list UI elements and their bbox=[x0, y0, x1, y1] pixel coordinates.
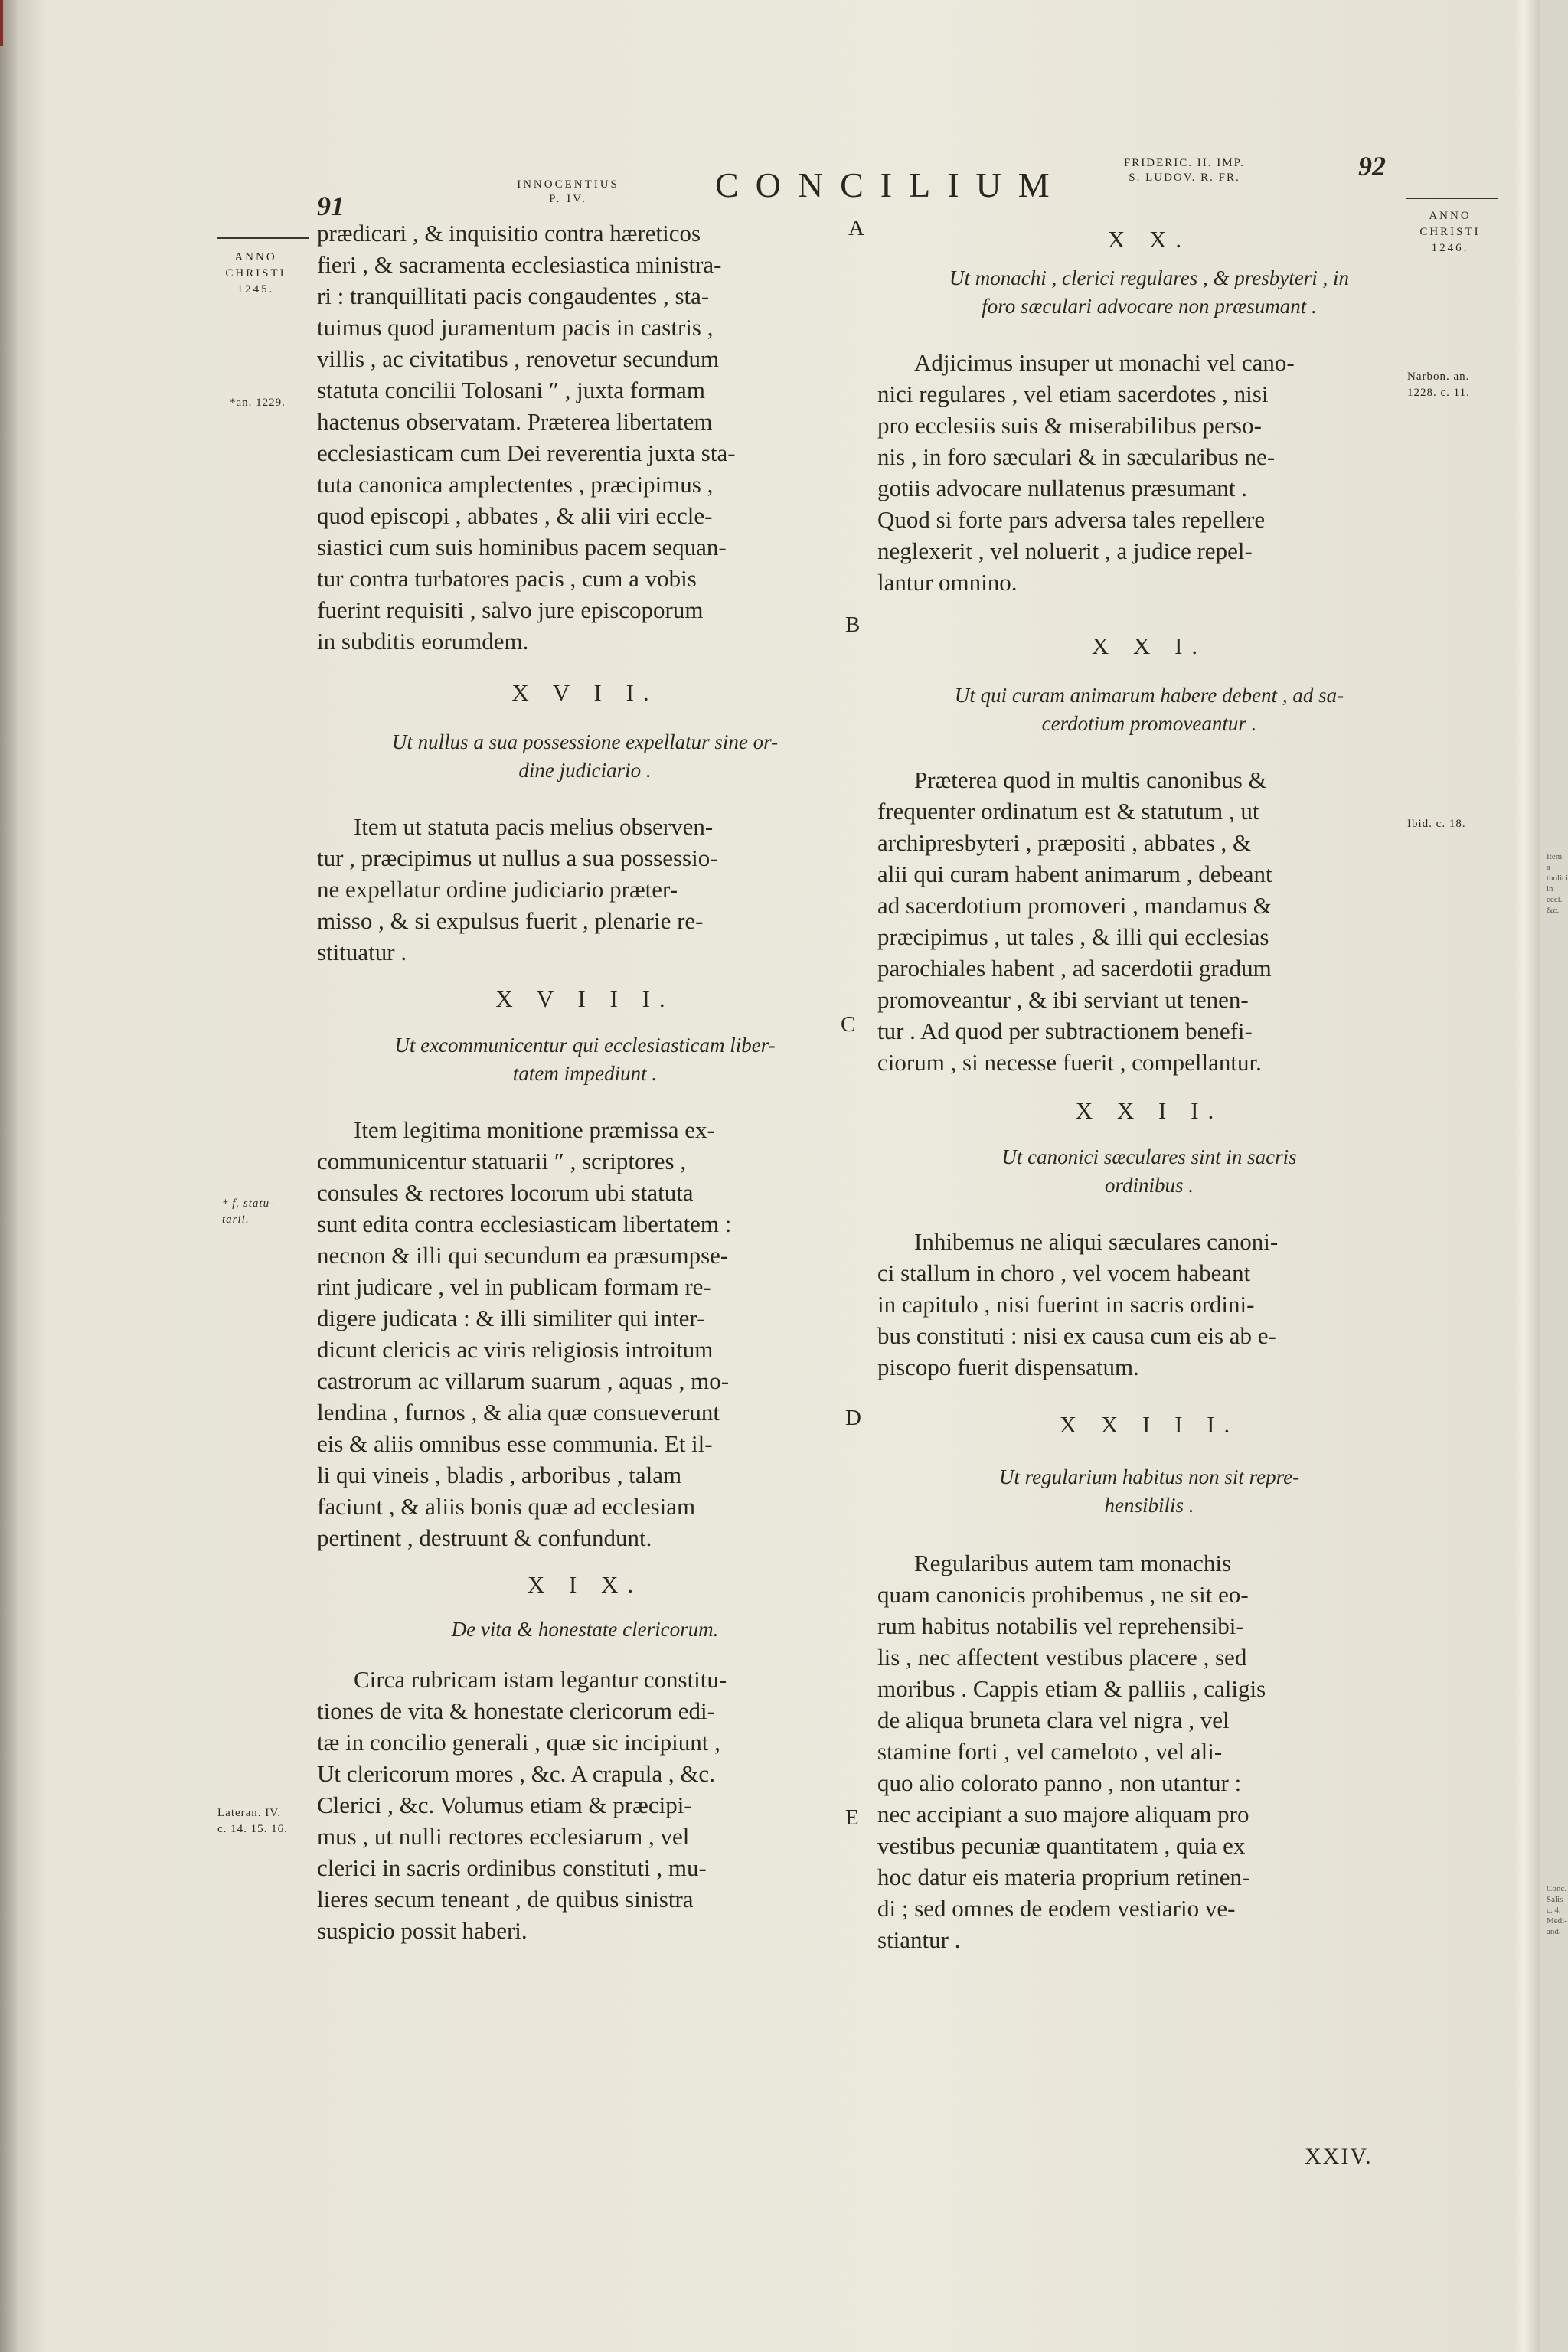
text-line: eis & aliis omnibus esse communia. Et il- bbox=[317, 1430, 713, 1457]
text-line: villis , ac civitatibus , renovetur secundum bbox=[317, 345, 720, 372]
text-line: Item ut statuta pacis melius observen- bbox=[354, 813, 714, 840]
section-letter-e: E bbox=[845, 1805, 859, 1830]
margin-year-line: ANNO bbox=[1429, 210, 1472, 222]
text-line: bus constituti : nisi ex causa cum eis ab e- bbox=[877, 1322, 1276, 1349]
section-text bbox=[317, 1114, 853, 1553]
opening-text bbox=[317, 217, 853, 657]
text-line: stituatur . bbox=[317, 939, 407, 965]
text-line: li qui vineis , bladis , arboribus , talam bbox=[317, 1462, 682, 1488]
running-head-right bbox=[1089, 156, 1280, 185]
text-line: lis , nec affectent vestibus placere , sed bbox=[877, 1644, 1247, 1671]
text-line: quam canonicis prohibemus , ne sit eo- bbox=[877, 1581, 1249, 1608]
margin-year-line: ANNO bbox=[234, 251, 277, 263]
text-line: ecclesiasticam cum Dei reverentia juxta sta- bbox=[317, 439, 736, 466]
rubric-line: Ut qui curam animarum habere debent , ad sa- bbox=[954, 684, 1344, 707]
margin-year-line: CHRISTI bbox=[1419, 226, 1481, 238]
margin-year-line: 1245. bbox=[237, 283, 275, 296]
edge-note-upper bbox=[1547, 851, 1568, 916]
text-line: Quod si forte pars adversa tales repellere bbox=[877, 506, 1266, 533]
text-line: piscopo fuerit dispensatum. bbox=[877, 1354, 1139, 1380]
text-line: vestibus pecuniæ quantitatem , quia ex bbox=[877, 1832, 1246, 1859]
edge-note-line: &c. bbox=[1547, 906, 1560, 915]
text-line: lendina , furnos , & alia quæ consueverunt bbox=[317, 1399, 720, 1426]
text-line: tur . Ad quod per subtractionem benefi- bbox=[877, 1018, 1253, 1044]
section-xix bbox=[317, 1569, 853, 1946]
margin-year-line: CHRISTI bbox=[225, 267, 286, 279]
margin-note-line: 1228. c. 11. bbox=[1407, 387, 1470, 399]
margin-note-line: Lateran. IV. bbox=[217, 1807, 281, 1819]
page-title: CONCILIUM bbox=[715, 165, 1067, 204]
text-line: tiones de vita & honestate clericorum edi- bbox=[317, 1697, 715, 1724]
text-line: stiantur . bbox=[877, 1926, 961, 1953]
text-line: Inhibemus ne aliqui sæculares canoni- bbox=[914, 1228, 1279, 1255]
rubric-line: cerdotium promoveantur . bbox=[1041, 712, 1257, 735]
text-line: siastici cum suis hominibus pacem sequan- bbox=[317, 534, 727, 560]
text-line: necnon & illi qui secundum ea præsumpse- bbox=[317, 1242, 729, 1269]
text-line: stamine forti , vel cameloto , vel ali- bbox=[877, 1738, 1223, 1765]
section-text bbox=[317, 1664, 853, 1946]
text-line: tæ in concilio generali , quæ sic incipiunt , bbox=[317, 1729, 720, 1756]
margin-note-line: c. 14. 15. 16. bbox=[217, 1823, 288, 1835]
section-letter-c: C bbox=[841, 1012, 856, 1037]
section-number: X X I I I. bbox=[1059, 1411, 1240, 1438]
rubric-line: De vita & honestate clericorum. bbox=[451, 1618, 719, 1641]
page-number-left: 91 bbox=[317, 191, 345, 221]
section-rubric bbox=[317, 1031, 853, 1088]
text-line: pertinent , destruunt & confundunt. bbox=[317, 1524, 652, 1551]
text-line: Circa rubricam istam legantur constitu- bbox=[354, 1666, 727, 1693]
edge-note-lower bbox=[1547, 1883, 1568, 1937]
text-line: nis , in foro sæculari & in sæcularibus ne- bbox=[877, 443, 1276, 470]
margin-year-line: 1246. bbox=[1431, 242, 1469, 254]
text-line: quod episcopi , abbates , & alii viri eccle- bbox=[317, 502, 713, 529]
text-line: castrorum ac villarum suarum , aquas , mo- bbox=[317, 1367, 730, 1394]
section-number: X X. bbox=[1107, 226, 1191, 253]
section-text bbox=[317, 811, 853, 968]
section-xxi bbox=[877, 630, 1421, 1078]
section-number: X X I. bbox=[1091, 632, 1207, 659]
rubric-line: Ut canonici sæculares sint in sacris bbox=[1001, 1145, 1297, 1168]
rubric-line: dine judiciario . bbox=[518, 759, 652, 782]
section-number: X I X. bbox=[527, 1571, 643, 1598]
text-line: moribus . Cappis etiam & palliis , caligis bbox=[877, 1675, 1266, 1702]
rubric-line: Ut regularium habitus non sit repre- bbox=[998, 1465, 1300, 1488]
section-number: X V I I I. bbox=[495, 985, 675, 1012]
text-line: hoc datur eis materia proprium retinen- bbox=[877, 1864, 1250, 1890]
section-xvii bbox=[317, 677, 853, 968]
text-line: misso , & si expulsus fuerit , plenarie re- bbox=[317, 907, 704, 934]
text-line: in capitulo , nisi fuerint in sacris ordini- bbox=[877, 1291, 1255, 1318]
rubric-line: tatem impediunt . bbox=[512, 1062, 658, 1085]
text-line: nec accipiant a suo majore aliquam pro bbox=[877, 1801, 1250, 1828]
margin-note-line: Narbon. an. bbox=[1407, 371, 1470, 383]
edge-note-line: tholici bbox=[1547, 874, 1568, 883]
section-rubric bbox=[317, 1615, 853, 1644]
section-letter-b: B bbox=[845, 612, 861, 637]
text-line: faciunt , & aliis bonis quæ ad ecclesiam bbox=[317, 1493, 696, 1520]
running-head-left-line: P. IV. bbox=[549, 193, 587, 205]
text-line: clerici in sacris ordinibus constituti , mu- bbox=[317, 1854, 707, 1881]
section-xviii bbox=[317, 983, 856, 1553]
edge-note-line: Conc. bbox=[1547, 1884, 1566, 1893]
margin-rule-right bbox=[1406, 198, 1498, 199]
section-rubric bbox=[877, 1463, 1421, 1520]
margin-rule-left bbox=[217, 237, 309, 239]
rubric-line: ordinibus . bbox=[1104, 1174, 1194, 1197]
text-line: promoveantur , & ibi serviant ut tenen- bbox=[877, 986, 1249, 1013]
text-line: de aliqua bruneta clara vel nigra , vel bbox=[877, 1707, 1230, 1733]
catchword: XXIV. bbox=[1305, 2144, 1373, 2169]
text-line: ne expellatur ordine judiciario præter- bbox=[317, 876, 678, 903]
text-line: tuta canonica amplectentes , præcipimus , bbox=[317, 471, 714, 498]
section-text bbox=[877, 764, 1421, 1078]
right-column bbox=[877, 224, 1421, 1955]
text-line: digere judicata : & illi similiter qui inter- bbox=[317, 1305, 705, 1331]
margin-year-left bbox=[210, 250, 302, 298]
running-head-right-line: FRIDERIC. II. IMP. bbox=[1123, 157, 1246, 169]
text-line: lantur omnino. bbox=[877, 569, 1018, 596]
text-line: lieres secum teneant , de quibus sinistra bbox=[317, 1886, 694, 1913]
text-line: Adjicimus insuper ut monachi vel cano- bbox=[914, 349, 1295, 376]
book-page bbox=[17, 0, 1568, 2352]
rubric-line: Ut excommunicentur qui ecclesiasticam liber- bbox=[394, 1034, 776, 1057]
section-text bbox=[877, 347, 1421, 598]
text-line: tur contra turbatores pacis , cum a vobis bbox=[317, 565, 697, 592]
section-xxii bbox=[877, 1095, 1421, 1383]
text-line: mus , ut nulli rectores ecclesiarum , vel bbox=[317, 1823, 690, 1850]
section-xxiii bbox=[877, 1409, 1421, 1955]
section-number: X X I I. bbox=[1075, 1097, 1223, 1124]
running-head-left-line: INNOCENTIUS bbox=[517, 178, 619, 191]
text-line: sunt edita contra ecclesiasticam libertatem : bbox=[317, 1210, 732, 1237]
text-line: alii qui curam habent animarum , debeant bbox=[877, 861, 1272, 887]
text-line: Clerici , &c. Volumus etiam & præcipi- bbox=[317, 1792, 692, 1818]
margin-note-ibid: Ibid. c. 18. bbox=[1407, 818, 1466, 830]
edge-note-line: and. bbox=[1547, 1927, 1561, 1936]
edge-note-line: Item bbox=[1547, 852, 1563, 861]
text-line: quo alio colorato panno , non utantur : bbox=[877, 1769, 1242, 1796]
text-line: consules & rectores locorum ubi statuta bbox=[317, 1179, 694, 1206]
text-line: parochiales habent , ad sacerdotii gradum bbox=[877, 955, 1272, 982]
book-spine bbox=[0, 0, 17, 2352]
margin-note-tolosan: *an. 1229. bbox=[230, 397, 286, 409]
margin-note-statuarii bbox=[222, 1196, 274, 1228]
edge-note-line: c. 4. bbox=[1547, 1906, 1561, 1915]
text-line: ad sacerdotium promoveri , mandamus & bbox=[877, 892, 1272, 919]
left-column bbox=[317, 217, 856, 1946]
section-number: X V I I. bbox=[511, 679, 658, 706]
text-line: gotiis advocare nullatenus præsumant . bbox=[877, 475, 1247, 501]
text-line: frequenter ordinatum est & statutum , ut bbox=[877, 798, 1259, 825]
text-line: dicunt clericis ac viris religiosis introitum bbox=[317, 1336, 714, 1363]
text-line: communicentur statuarii ″ , scriptores , bbox=[317, 1148, 687, 1174]
section-rubric bbox=[317, 728, 853, 785]
margin-note-lateran bbox=[217, 1805, 288, 1838]
text-line: præcipimus , ut tales , & illi qui ecclesias bbox=[877, 923, 1269, 950]
edge-note-line: Salis- bbox=[1547, 1895, 1566, 1904]
text-line: tur , præcipimus ut nullus a sua possessio- bbox=[317, 844, 718, 871]
rubric-line: hensibilis . bbox=[1104, 1494, 1194, 1517]
text-line: Ut clericorum mores , &c. A crapula , &c. bbox=[317, 1760, 715, 1787]
text-line: rum habitus notabilis vel reprehensibi- bbox=[877, 1612, 1244, 1639]
section-rubric bbox=[877, 681, 1421, 738]
rubric-line: Ut nullus a sua possessione expellatur sine or- bbox=[391, 730, 779, 753]
section-letter-a: A bbox=[848, 216, 864, 240]
text-line: Item legitima monitione præmissa ex- bbox=[354, 1116, 715, 1143]
section-rubric bbox=[877, 1143, 1421, 1200]
running-head-left bbox=[492, 178, 645, 207]
page-number-right: 92 bbox=[1358, 151, 1386, 181]
rubric-line: foro sæculari advocare non præsumant . bbox=[982, 295, 1317, 318]
red-ribbon-mark bbox=[0, 0, 3, 46]
text-line: fuerint requisiti , salvo jure episcoporum bbox=[317, 596, 704, 623]
text-line: pro ecclesiis suis & miserabilibus perso- bbox=[877, 412, 1262, 439]
text-line: statuta concilii Tolosani ″ , juxta formam bbox=[317, 377, 705, 403]
section-text bbox=[877, 1547, 1421, 1955]
text-line: tuimus quod juramentum pacis in castris , bbox=[317, 314, 714, 341]
text-line: neglexerit , vel noluerit , a judice repel- bbox=[877, 537, 1253, 564]
margin-note-line: tarii. bbox=[222, 1214, 250, 1226]
text-line: hactenus observatam. Præterea libertatem bbox=[317, 408, 713, 435]
text-line: Regularibus autem tam monachis bbox=[914, 1550, 1232, 1576]
edge-note-line: a bbox=[1547, 863, 1550, 872]
text-line: di ; sed omnes de eodem vestiario ve- bbox=[877, 1895, 1236, 1922]
text-line: rint judicare , vel in publicam formam re- bbox=[317, 1273, 711, 1300]
rubric-line: Ut monachi , clerici regulares , & presbyteri , in bbox=[949, 266, 1349, 289]
text-line: ri : tranquillitati pacis congaudentes , sta- bbox=[317, 283, 710, 309]
text-line: archipresbyteri , præpositi , abbates , & bbox=[877, 829, 1252, 856]
margin-note-line: * f. statu- bbox=[222, 1197, 275, 1210]
running-head-right-line: S. LUDOV. R. FR. bbox=[1129, 172, 1240, 184]
text-line: prædicari , & inquisitio contra hæreticos bbox=[317, 220, 701, 247]
section-text bbox=[877, 1226, 1421, 1383]
text-line: fieri , & sacramenta ecclesiastica ministra- bbox=[317, 251, 722, 278]
text-line: Præterea quod in multis canonibus & bbox=[914, 766, 1267, 793]
text-line: suspicio possit haberi. bbox=[317, 1917, 528, 1944]
text-line: nici regulares , vel etiam sacerdotes , nisi bbox=[877, 381, 1269, 407]
text-line: ci stallum in choro , vel vocem habeant bbox=[877, 1259, 1251, 1286]
page-edge bbox=[1513, 0, 1540, 2352]
section-letter-d: D bbox=[845, 1406, 861, 1430]
text-line: ciorum , si necesse fuerit , compellantur. bbox=[877, 1049, 1262, 1076]
edge-note-line: Medi- bbox=[1547, 1916, 1567, 1926]
section-xx bbox=[877, 224, 1421, 598]
text-line: in subditis eorumdem. bbox=[317, 628, 529, 655]
edge-note-line: in eccl. bbox=[1547, 884, 1563, 904]
section-rubric bbox=[877, 264, 1421, 321]
